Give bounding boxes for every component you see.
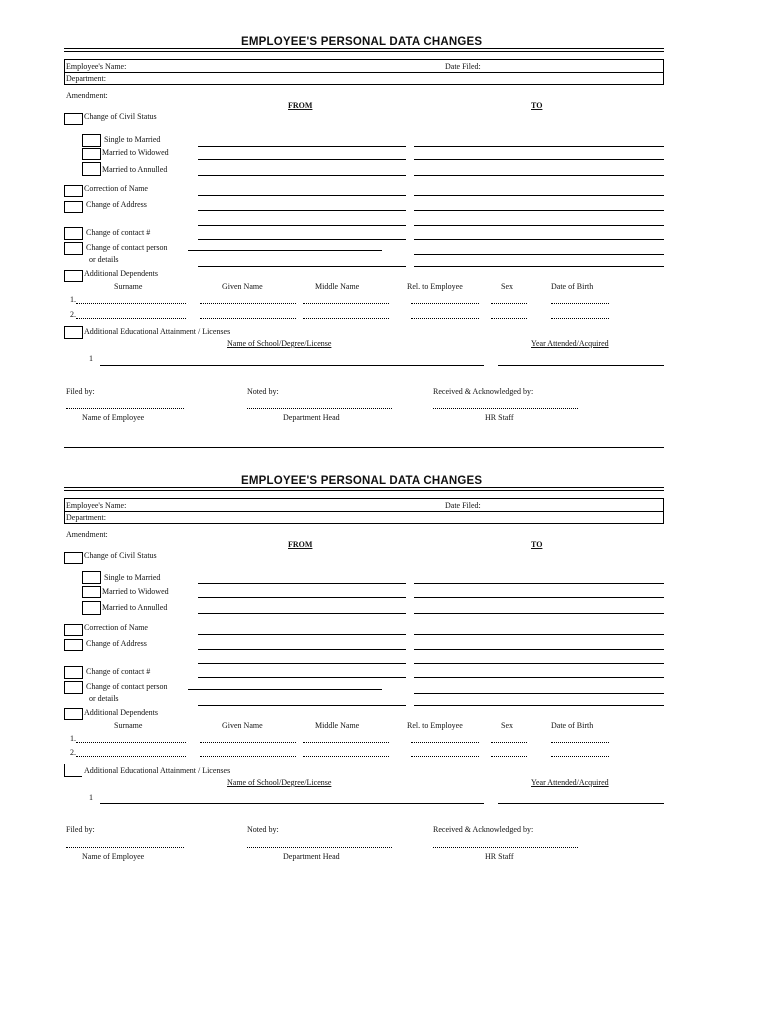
signature-line[interactable] xyxy=(66,408,184,409)
change-contact-checkbox[interactable] xyxy=(64,666,83,679)
contact-person-field[interactable] xyxy=(188,689,382,690)
to-field[interactable] xyxy=(414,266,664,267)
dependent-field[interactable] xyxy=(551,318,609,319)
amendment-label: Amendment: xyxy=(66,91,108,100)
to-field[interactable] xyxy=(414,159,664,160)
form-1 xyxy=(0,0,768,455)
col-middle-name: Middle Name xyxy=(315,282,360,291)
to-field[interactable] xyxy=(414,613,664,614)
change-contact-label: Change of contact # xyxy=(86,667,151,676)
to-field[interactable] xyxy=(414,254,664,255)
noted-by-label: Noted by: xyxy=(247,387,279,396)
dependent-row-number: 2. xyxy=(70,748,76,757)
civil-status-checkbox[interactable] xyxy=(64,552,83,564)
hr-staff-caption: HR Staff xyxy=(485,852,514,861)
to-field[interactable] xyxy=(414,210,664,211)
correction-name-checkbox[interactable] xyxy=(64,624,83,636)
dept-head-caption: Department Head xyxy=(283,852,340,861)
correction-name-label: Correction of Name xyxy=(84,623,148,632)
civil-status-label: Change of Civil Status xyxy=(84,551,157,560)
signature-line[interactable] xyxy=(66,847,184,848)
date-filed-label: Date Filed: xyxy=(445,62,481,71)
from-header: FROM xyxy=(288,540,313,549)
to-header: TO xyxy=(531,540,543,549)
to-field[interactable] xyxy=(414,634,664,635)
from-field[interactable] xyxy=(198,159,406,160)
married-annulled-label: Married to Annulled xyxy=(102,165,168,174)
dependent-row-number: 2. xyxy=(70,310,76,319)
header-divider xyxy=(64,72,664,73)
dependent-field[interactable] xyxy=(491,742,527,743)
change-contact-person-label: Change of contact person xyxy=(86,682,168,691)
school-field[interactable] xyxy=(100,365,484,366)
dependent-field[interactable] xyxy=(200,318,296,319)
education-checkbox[interactable] xyxy=(64,326,83,339)
received-by-label: Received & Acknowledged by: xyxy=(433,387,534,396)
single-married-label: Single to Married xyxy=(104,573,161,582)
school-field[interactable] xyxy=(100,803,484,804)
to-field[interactable] xyxy=(414,677,664,678)
change-contact-label: Change of contact # xyxy=(86,228,151,237)
change-address-label: Change of Address xyxy=(86,200,147,209)
form-title: EMPLOYEE'S PERSONAL DATA CHANGES xyxy=(241,475,483,487)
correction-name-checkbox[interactable] xyxy=(64,185,83,197)
year-header: Year Attended/Acquired xyxy=(531,339,609,348)
col-sex: Sex xyxy=(501,282,513,291)
from-field[interactable] xyxy=(198,649,406,650)
dependent-field[interactable] xyxy=(76,318,186,319)
dependent-field[interactable] xyxy=(200,303,296,304)
col-given-name: Given Name xyxy=(222,282,263,291)
name-employee-caption: Name of Employee xyxy=(82,413,145,422)
col-surname: Surname xyxy=(114,282,143,291)
form-2 xyxy=(0,439,768,879)
from-field[interactable] xyxy=(198,663,406,664)
education-checkbox[interactable] xyxy=(64,764,82,777)
col-dob: Date of Birth xyxy=(551,721,594,730)
to-field[interactable] xyxy=(414,705,664,706)
civil-status-label: Change of Civil Status xyxy=(84,112,157,121)
married-annulled-label: Married to Annulled xyxy=(102,603,168,612)
dependent-field[interactable] xyxy=(303,742,389,743)
dept-head-caption: Department Head xyxy=(283,413,340,422)
dependent-field[interactable] xyxy=(411,742,479,743)
married-widowed-label: Married to Widowed xyxy=(102,587,169,596)
from-field[interactable] xyxy=(198,146,406,147)
to-field[interactable] xyxy=(414,175,664,176)
dependent-row-number: 1. xyxy=(70,734,76,743)
change-contact-person-checkbox[interactable] xyxy=(64,681,83,694)
col-rel-employee: Rel. to Employee xyxy=(407,721,463,730)
signature-line[interactable] xyxy=(433,847,578,848)
additional-dependents-label: Additional Dependents xyxy=(84,708,158,717)
col-given-name: Given Name xyxy=(222,721,263,730)
contact-person-field[interactable] xyxy=(188,250,382,251)
employee-name-label: Employee's Name: xyxy=(66,62,127,71)
change-contact-checkbox[interactable] xyxy=(64,227,83,240)
col-surname: Surname xyxy=(114,721,143,730)
noted-by-label: Noted by: xyxy=(247,825,279,834)
from-field[interactable] xyxy=(198,225,406,226)
name-employee-caption: Name of Employee xyxy=(82,852,145,861)
to-header: TO xyxy=(531,101,543,110)
dependent-field[interactable] xyxy=(76,303,186,304)
to-field[interactable] xyxy=(414,693,664,694)
hr-staff-caption: HR Staff xyxy=(485,413,514,422)
dependent-field[interactable] xyxy=(551,303,609,304)
signature-line[interactable] xyxy=(433,408,578,409)
education-label: Additional Educational Attainment / Licenses xyxy=(84,327,231,336)
from-field[interactable] xyxy=(198,583,406,584)
filed-by-label: Filed by: xyxy=(66,825,95,834)
from-header: FROM xyxy=(288,101,313,110)
date-filed-label: Date Filed: xyxy=(445,501,481,510)
col-middle-name: Middle Name xyxy=(315,721,360,730)
header-divider xyxy=(64,511,664,512)
col-sex: Sex xyxy=(501,721,513,730)
from-field[interactable] xyxy=(198,239,406,240)
employee-name-label: Employee's Name: xyxy=(66,501,127,510)
education-label: Additional Educational Attainment / Licenses xyxy=(84,766,231,775)
change-address-checkbox[interactable] xyxy=(64,201,83,213)
additional-dependents-label: Additional Dependents xyxy=(84,269,158,278)
title-rule xyxy=(64,48,664,49)
title-rule xyxy=(64,490,664,491)
filed-by-label: Filed by: xyxy=(66,387,95,396)
from-field[interactable] xyxy=(198,677,406,678)
education-row-number: 1 xyxy=(89,354,93,363)
married-annulled-checkbox[interactable] xyxy=(82,162,101,176)
dependent-field[interactable] xyxy=(200,756,296,757)
dependent-row-number: 1. xyxy=(70,295,76,304)
school-header: Name of School/Degree/License xyxy=(227,339,332,348)
dependent-field[interactable] xyxy=(303,318,389,319)
dependent-field[interactable] xyxy=(411,318,479,319)
civil-status-checkbox[interactable] xyxy=(64,113,83,125)
dependent-field[interactable] xyxy=(411,756,479,757)
year-header: Year Attended/Acquired xyxy=(531,778,609,787)
to-field[interactable] xyxy=(414,663,664,664)
form-title: EMPLOYEE'S PERSONAL DATA CHANGES xyxy=(241,36,483,48)
school-header: Name of School/Degree/License xyxy=(227,778,332,787)
to-field[interactable] xyxy=(414,583,664,584)
correction-name-label: Correction of Name xyxy=(84,184,148,193)
from-field[interactable] xyxy=(198,597,406,598)
to-field[interactable] xyxy=(414,195,664,196)
year-field[interactable] xyxy=(498,365,664,366)
married-widowed-checkbox[interactable] xyxy=(82,586,101,598)
col-dob: Date of Birth xyxy=(551,282,594,291)
to-field[interactable] xyxy=(414,597,664,598)
from-field[interactable] xyxy=(198,175,406,176)
dependent-field[interactable] xyxy=(411,303,479,304)
married-widowed-checkbox[interactable] xyxy=(82,148,101,160)
from-field[interactable] xyxy=(198,613,406,614)
year-field[interactable] xyxy=(498,803,664,804)
amendment-label: Amendment: xyxy=(66,530,108,539)
education-row-number: 1 xyxy=(89,793,93,802)
to-field[interactable] xyxy=(414,649,664,650)
dependent-field[interactable] xyxy=(551,742,609,743)
dependent-field[interactable] xyxy=(303,756,389,757)
dependent-field[interactable] xyxy=(491,756,527,757)
title-rule xyxy=(64,487,664,488)
received-by-label: Received & Acknowledged by: xyxy=(433,825,534,834)
signature-line[interactable] xyxy=(247,408,392,409)
or-details-label: or details xyxy=(89,694,119,703)
to-field[interactable] xyxy=(414,146,664,147)
married-widowed-label: Married to Widowed xyxy=(102,148,169,157)
signature-line[interactable] xyxy=(247,847,392,848)
col-rel-employee: Rel. to Employee xyxy=(407,282,463,291)
from-field[interactable] xyxy=(198,210,406,211)
dependent-field[interactable] xyxy=(551,756,609,757)
dependent-field[interactable] xyxy=(303,303,389,304)
department-label: Department: xyxy=(66,74,106,83)
or-details-label: or details xyxy=(89,255,119,264)
from-field[interactable] xyxy=(198,195,406,196)
change-contact-person-label: Change of contact person xyxy=(86,243,168,252)
from-field[interactable] xyxy=(198,705,406,706)
single-married-checkbox[interactable] xyxy=(82,134,101,147)
change-contact-person-checkbox[interactable] xyxy=(64,242,83,255)
additional-dependents-checkbox[interactable] xyxy=(64,708,83,720)
title-rule xyxy=(64,51,664,52)
dependent-field[interactable] xyxy=(491,303,527,304)
to-field[interactable] xyxy=(414,225,664,226)
additional-dependents-checkbox[interactable] xyxy=(64,270,83,282)
from-field[interactable] xyxy=(198,634,406,635)
single-married-label: Single to Married xyxy=(104,135,161,144)
dependent-field[interactable] xyxy=(76,756,186,757)
to-field[interactable] xyxy=(414,239,664,240)
married-annulled-checkbox[interactable] xyxy=(82,601,101,615)
dependent-field[interactable] xyxy=(200,742,296,743)
change-address-checkbox[interactable] xyxy=(64,639,83,651)
single-married-checkbox[interactable] xyxy=(82,571,101,584)
department-label: Department: xyxy=(66,513,106,522)
from-field[interactable] xyxy=(198,266,406,267)
dependent-field[interactable] xyxy=(76,742,186,743)
dependent-field[interactable] xyxy=(491,318,527,319)
change-address-label: Change of Address xyxy=(86,639,147,648)
